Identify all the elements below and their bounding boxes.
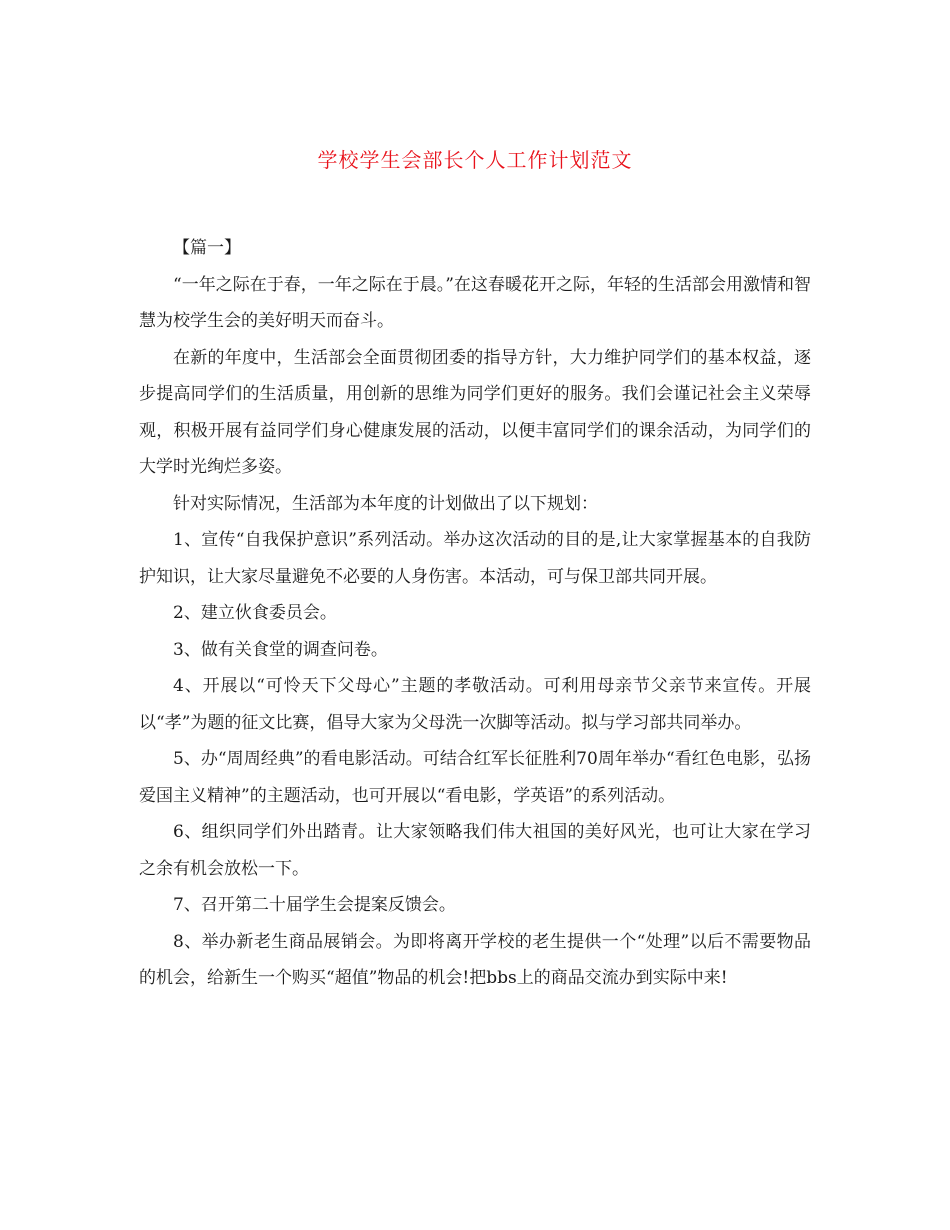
section-label: 【篇一】 — [173, 238, 241, 258]
paragraph-intro: “一年之际在于春，一年之际在于晨。”在这春暖花开之际，年轻的生活部会用激情和智慧为校学生会的美好明天而奋斗。 — [139, 274, 811, 331]
document-body — [139, 230, 811, 997]
plan-item-6: 6、组织同学们外出踏青。让大家领略我们伟大祖国的美好风光，也可让大家在学习之余有机会放松一下。 — [139, 822, 811, 879]
paragraph-goals: 在新的年度中，生活部会全面贯彻团委的指导方针，大力维护同学们的基本权益，逐步提高同学们的生活质量，用创新的思维为同学们更好的服务。我们会谨记社会主义荣辱观，积极开展有益同学们身心健康发展的活动，以便丰富同学们的课余活动，为同学们的大学时光绚烂多姿。 — [139, 347, 811, 477]
document-title: 学校学生会部长个人工作计划范文 — [317, 148, 633, 172]
plan-item-3: 3、做有关食堂的调查问卷。 — [173, 639, 388, 660]
plan-item-1: 1、宣传“自我保护意识”系列活动。举办这次活动的目的是,让大家掌握基本的自我防护知识，让大家尽量避免不必要的人身伤害。本活动，可与保卫部共同开展。 — [139, 530, 811, 587]
plan-item-2: 2、建立伙食委员会。 — [173, 603, 337, 623]
plan-item-5: 5、办“周周经典”的看电影活动。可结合红军长征胜利70周年举办“看红色电影，弘扬爱国主义精神”的主题活动，也可开展以“看电影，学英语”的系列活动。 — [139, 749, 811, 806]
plan-item-4: 4、开展以“可怜天下父母心”主题的孝敬活动。可利用母亲节父亲节来宣传。开展以“孝”为题的征文比赛，倡导大家为父母洗一次脚等活动。拟与学习部共同举办。 — [139, 676, 811, 733]
plan-item-7: 7、召开第二十届学生会提案反馈会。 — [173, 895, 456, 915]
plan-item-8: 8、举办新老生商品展销会。为即将离开学校的老生提供一个“处理”以后不需要物品的机会，给新生一个购买“超值”物品的机会!把bbs上的商品交流办到实际中来! — [139, 931, 811, 988]
paragraph-plan-intro: 针对实际情况，生活部为本年度的计划做出了以下规划： — [173, 493, 598, 514]
